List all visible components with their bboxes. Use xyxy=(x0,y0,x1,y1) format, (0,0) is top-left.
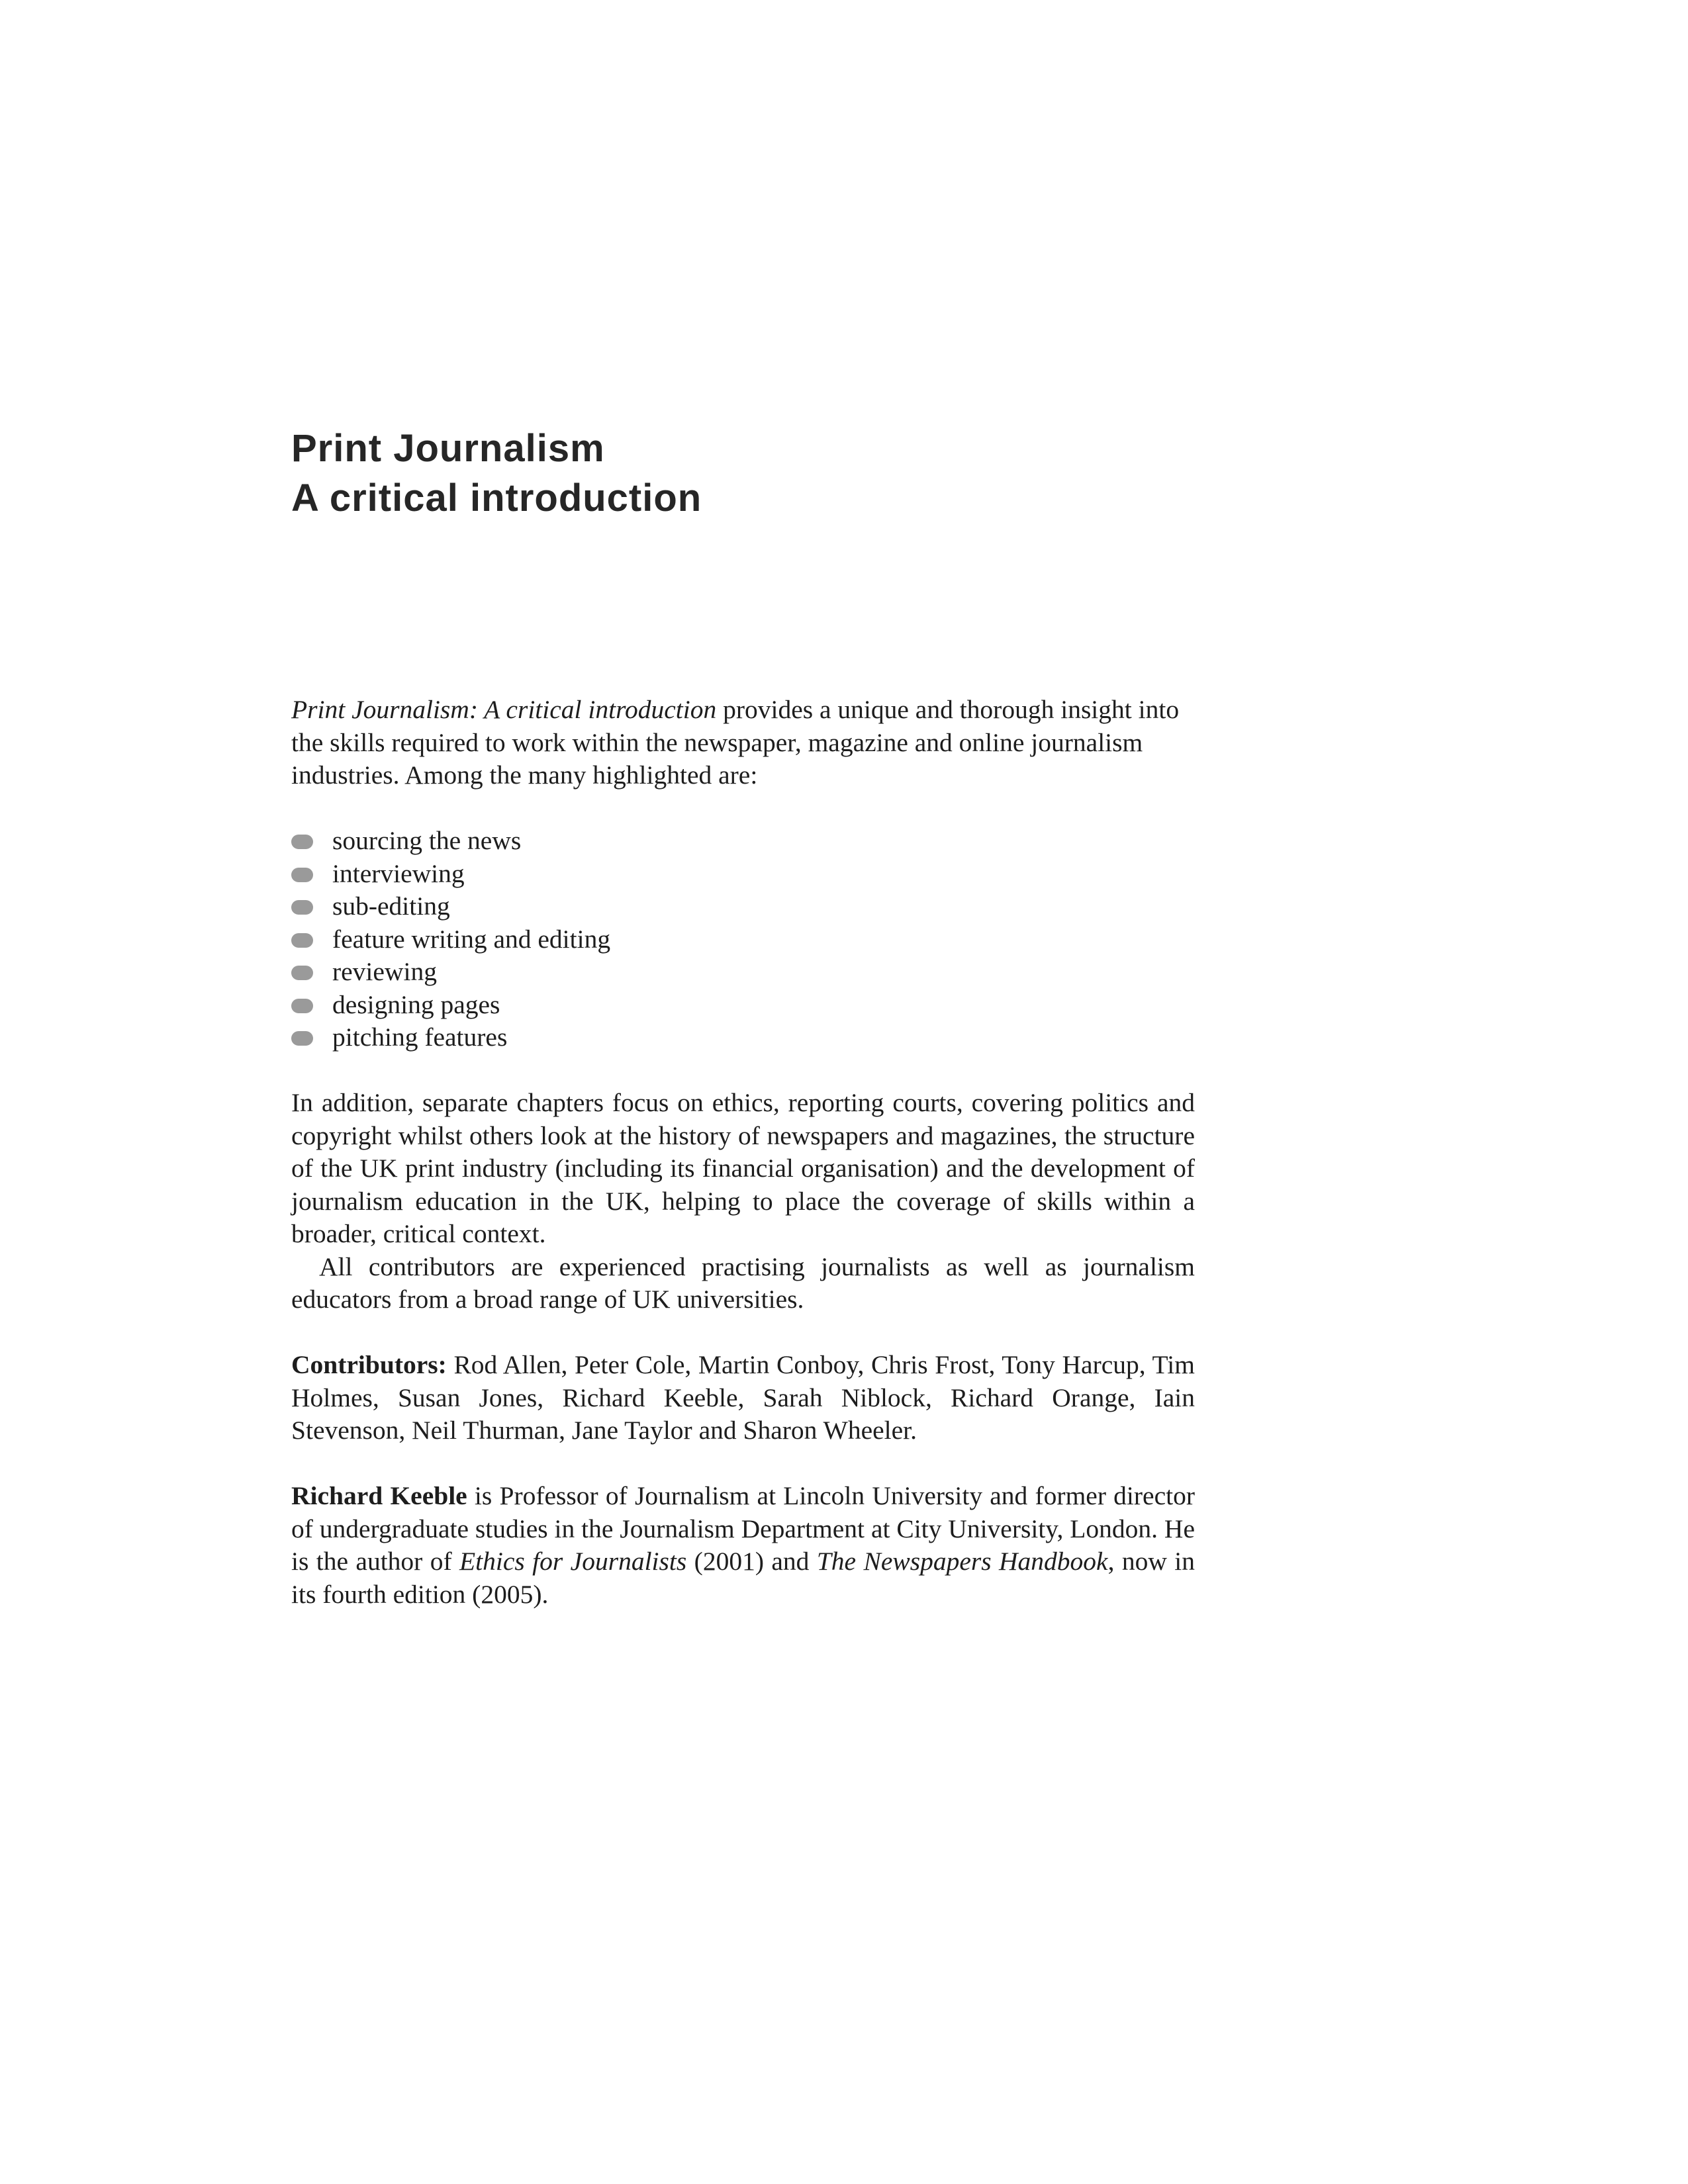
contributors-note: All contributors are experienced practising journalists as well as journalism educators from a broad range of UK universities. xyxy=(291,1251,1195,1314)
author-bio xyxy=(291,1480,1195,1611)
list-item xyxy=(291,1021,1195,1054)
author-name: Richard Keeble xyxy=(291,1481,467,1510)
list-item-label: sourcing the news xyxy=(332,826,522,855)
bullet-icon xyxy=(291,999,313,1013)
contributors-label: Contributors: xyxy=(291,1350,447,1379)
author-bio-text-2: (2001) and xyxy=(686,1547,817,1576)
addition-paragraph: In addition, separate chapters focus on ethics, reporting courts, covering politics and copyright whilst others look at the history of newspapers and magazines, the structure of the UK print industry (including its financial organisation) and the development of journalism education in the UK, helping to place the coverage of skills within a broader, critical context. xyxy=(291,1088,1195,1248)
list-item xyxy=(291,989,1195,1022)
author-bio-text-1: is Professor of Journalism at Lincoln University and former director of undergraduate studies in the Journalism Department at City University, London. He is the author of xyxy=(291,1481,1195,1576)
bullet-icon xyxy=(291,1031,313,1046)
list-item xyxy=(291,858,1195,891)
author-book-1: Ethics for Journalists xyxy=(459,1547,687,1576)
list-item-label: pitching features xyxy=(332,1023,508,1052)
bullet-icon xyxy=(291,966,313,980)
page-title xyxy=(291,424,1284,523)
list-item xyxy=(291,825,1195,858)
title-line-2: A critical introduction xyxy=(291,477,702,520)
list-item-label: sub-editing xyxy=(332,891,450,921)
skills-list xyxy=(291,825,1195,1054)
intro-paragraph xyxy=(291,694,1195,792)
list-item xyxy=(291,923,1195,956)
intro-text: provides a unique and thorough insight into the skills required to work within the newspaper, magazine and online journalism industries. Among the many highlighted are: xyxy=(291,695,1180,790)
author-bio-text-3: , now in its fourth edition (2005). xyxy=(291,1547,1196,1609)
description-body xyxy=(291,694,1195,1611)
list-item xyxy=(291,890,1195,923)
list-item-label: interviewing xyxy=(332,858,465,888)
contributors-names: Rod Allen, Peter Cole, Martin Conboy, Chris Frost, Tony Harcup, Tim Holmes, Susan Jones, Richard Keeble, Sarah Niblock, Richard Orange, Iain Stevenson, Neil Thurman, Jane Taylor and Sharon Wheeler. xyxy=(291,1350,1195,1445)
bullet-icon xyxy=(291,835,313,849)
list-item-label: designing pages xyxy=(332,989,500,1019)
bullet-icon xyxy=(291,933,313,948)
list-item xyxy=(291,956,1195,989)
contributors-paragraph xyxy=(291,1349,1195,1447)
bullet-icon xyxy=(291,868,313,882)
title-line-1: Print Journalism xyxy=(291,427,605,470)
author-book-2: The Newspapers Handbook xyxy=(816,1547,1108,1576)
list-item-label: feature writing and editing xyxy=(332,924,611,954)
intro-book-title: Print Journalism: A critical introduction xyxy=(291,695,717,724)
list-item-label: reviewing xyxy=(332,957,437,986)
bullet-icon xyxy=(291,900,313,915)
